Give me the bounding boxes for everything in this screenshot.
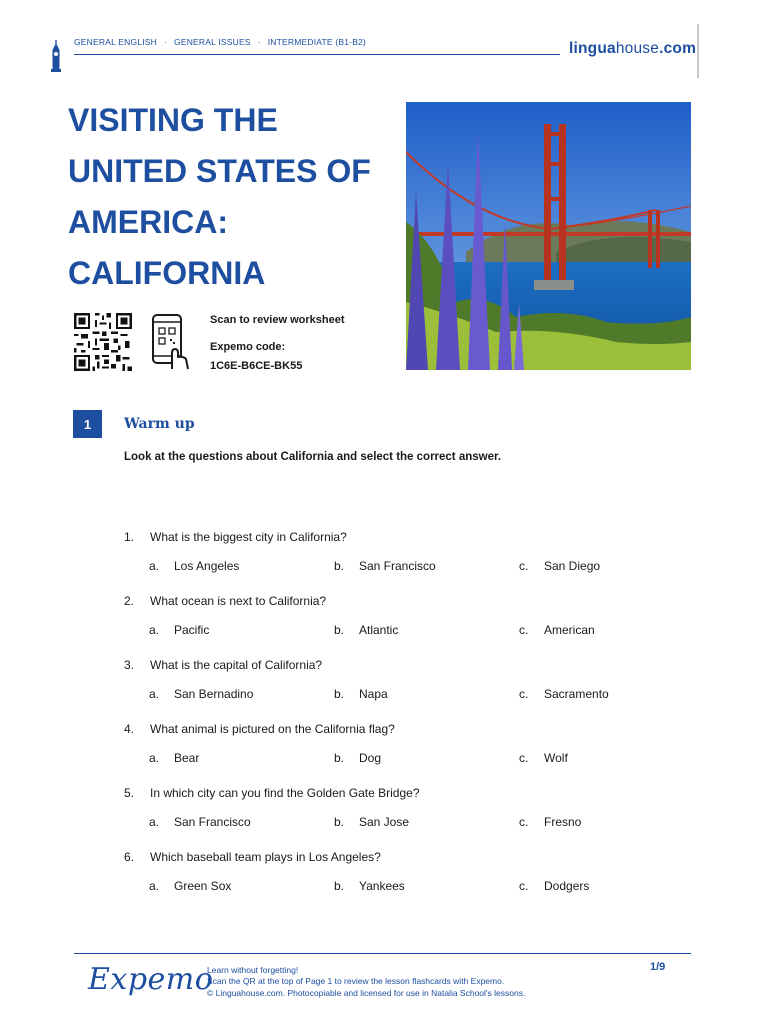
option-letter: a. <box>149 815 160 829</box>
header-vertical-divider <box>697 24 699 78</box>
option-text: Sacramento <box>544 687 609 701</box>
big-ben-icon <box>49 40 63 72</box>
qr-code-icon[interactable] <box>73 313 133 371</box>
option-letter: b. <box>334 751 345 765</box>
page-number: 1/9 <box>650 961 666 973</box>
option-letter: b. <box>334 623 345 637</box>
expemo-code: 1C6E-B6CE-BK55 <box>210 360 303 372</box>
logo-part-com: .com <box>659 40 697 57</box>
footer-copyright: © Linguahouse.com. Photocopiable and licensed for use in Natalia School's lessons. <box>207 987 526 998</box>
option-letter: c. <box>519 879 529 893</box>
breadcrumb-separator: · <box>164 37 168 47</box>
option-text: Dodgers <box>544 879 590 893</box>
linguahouse-logo[interactable] <box>569 40 696 58</box>
logo-part-lingua: lingua <box>569 40 616 57</box>
question-number: 2. <box>124 594 135 608</box>
breadcrumb-separator: · <box>257 37 261 47</box>
footer-text <box>207 965 525 999</box>
option-text: Green Sox <box>174 879 232 893</box>
section-title: Warm up <box>124 416 195 432</box>
option-letter: b. <box>334 879 345 893</box>
page-title <box>68 95 398 299</box>
option-letter: c. <box>519 815 529 829</box>
logo-part-house: house <box>615 40 660 57</box>
expemo-code-label: Expemo code: <box>210 341 286 353</box>
question-text: In which city can you find the Golden Gate Bridge? <box>150 786 420 800</box>
breadcrumb-item-topic: GENERAL ISSUES <box>174 37 251 47</box>
scan-label: Scan to review worksheet <box>210 314 345 326</box>
option-text: Pacific <box>174 623 210 637</box>
question-number: 5. <box>124 786 135 800</box>
option-letter: c. <box>519 623 529 637</box>
question-text: Which baseball team plays in Los Angeles? <box>150 850 381 864</box>
title-line: VISITING THE <box>68 102 278 138</box>
option-text: Atlantic <box>359 623 399 637</box>
option-text: San Jose <box>359 815 410 829</box>
question-number: 1. <box>124 530 135 544</box>
expemo-logo[interactable]: Expemo <box>88 962 214 997</box>
option-letter: b. <box>334 559 345 573</box>
footer-instruction: Scan the QR at the top of Page 1 to review the lesson flashcards with Expemo. <box>207 976 505 987</box>
title-line: AMERICA: <box>68 204 228 240</box>
question-text: What is the biggest city in California? <box>150 530 347 544</box>
option-letter: a. <box>149 623 160 637</box>
option-text: Wolf <box>544 751 568 765</box>
question-text: What animal is pictured on the California flag? <box>150 722 395 736</box>
option-text: Yankees <box>359 879 405 893</box>
option-text: Los Angeles <box>174 559 240 573</box>
option-text: American <box>544 623 595 637</box>
option-text: Dog <box>359 751 382 765</box>
option-letter: b. <box>334 687 345 701</box>
question-number: 3. <box>124 658 135 672</box>
breadcrumb-item-difficulty: INTERMEDIATE (B1-B2) <box>267 37 367 47</box>
option-text: Fresno <box>544 815 582 829</box>
title-line: CALIFORNIA <box>68 255 266 291</box>
option-letter: c. <box>519 559 529 573</box>
breadcrumb <box>74 37 366 47</box>
header-divider <box>74 54 560 55</box>
question-text: What is the capital of California? <box>150 658 323 672</box>
option-letter: a. <box>149 559 160 573</box>
footer-tagline: Learn without forgetting! <box>207 965 299 975</box>
option-letter: a. <box>149 879 160 893</box>
option-letter: c. <box>519 751 529 765</box>
title-line: UNITED STATES OF <box>68 153 371 189</box>
footer-divider <box>74 953 691 954</box>
question-number: 4. <box>124 722 135 736</box>
question-text: What ocean is next to California? <box>150 594 327 608</box>
phone-scan-icon <box>150 313 192 371</box>
option-text: San Francisco <box>359 559 436 573</box>
option-letter: a. <box>149 751 160 765</box>
option-letter: b. <box>334 815 345 829</box>
option-text: Napa <box>359 687 388 701</box>
section-number-badge: 1 <box>73 410 102 438</box>
option-letter: c. <box>519 687 529 701</box>
option-text: San Francisco <box>174 815 251 829</box>
golden-gate-bridge-photo <box>406 102 691 370</box>
breadcrumb-item-level: GENERAL ENGLISH <box>74 37 157 47</box>
option-text: San Bernadino <box>174 687 254 701</box>
option-text: San Diego <box>544 559 601 573</box>
option-letter: a. <box>149 687 160 701</box>
question-number: 6. <box>124 850 135 864</box>
option-text: Bear <box>174 751 200 765</box>
section-instruction: Look at the questions about California and select the correct answer. <box>124 451 502 463</box>
